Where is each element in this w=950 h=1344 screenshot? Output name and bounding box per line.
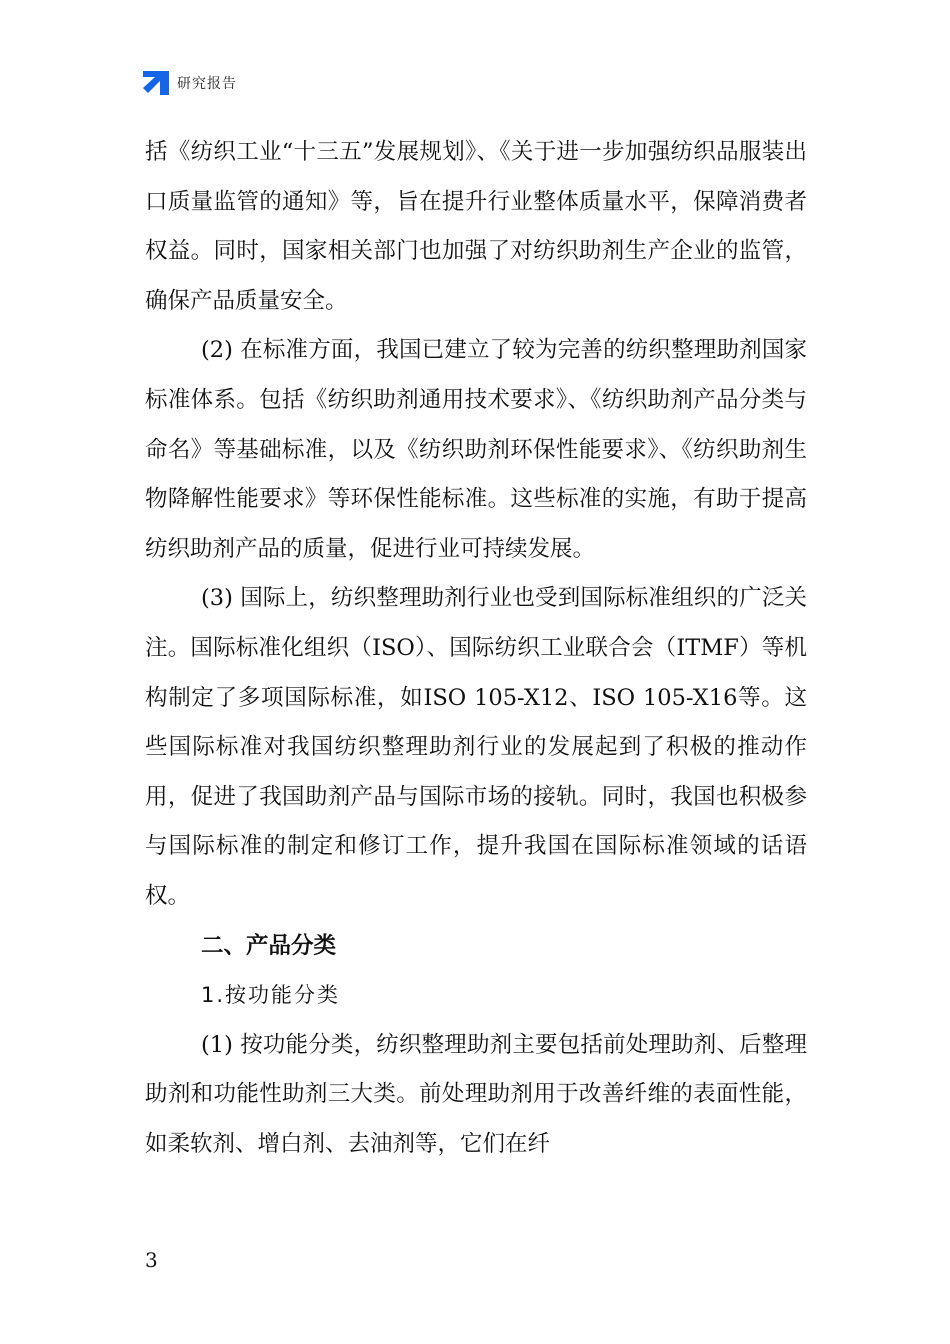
section-heading: 二、产品分类: [201, 932, 337, 959]
report-logo-icon: [143, 71, 169, 95]
subsection-heading: 1.按功能分类: [201, 983, 341, 1008]
document-body: [145, 128, 807, 1169]
page-number: 3: [145, 1248, 158, 1272]
paragraph-continuation: 括《纺织工业“十三五”发展规划》、《关于进一步加强纺织品服装出口质量监管的通知》等，旨在提升行业整体质量水平，保障消费者权益。同时，国家相关部门也加强了对纺织助剂生产企业的监管，确保产品质量安全。: [145, 139, 807, 314]
paragraph-function-classification: (1) 按功能分类，纺织整理助剂主要包括前处理助剂、后整理助剂和功能性助剂三大类。前处理助剂用于改善纤维的表面性能，如柔软剂、增白剂、去油剂等，它们在纤: [145, 1031, 807, 1157]
paragraph-international: (3) 国际上，纺织整理助剂行业也受到国际标准组织的广泛关注。国际标准化组织（ISO）、国际纺织工业联合会（ITMF）等机构制定了多项国际标准，如ISO 105-X12、ISO 105-X16等。这些国际标准对我国纺织整理助剂行业的发展起到了积极的推动作用，促进了我国助剂产品与国际市场的接轨。同时，我国也积极参与国际标准的制定和修订工作，提升我国在国际标准领域的话语权。: [145, 585, 807, 909]
paragraph-standards: (2) 在标准方面，我国已建立了较为完善的纺织整理助剂国家标准体系。包括《纺织助剂通用技术要求》、《纺织助剂产品分类与命名》等基础标准，以及《纺织助剂环保性能要求》、《纺织助剂生物降解性能要求》等环保性能标准。这些标准的实施，有助于提高纺织助剂产品的质量，促进行业可持续发展。: [145, 337, 807, 562]
header-title: 研究报告: [177, 76, 237, 92]
page-header: [143, 70, 237, 96]
